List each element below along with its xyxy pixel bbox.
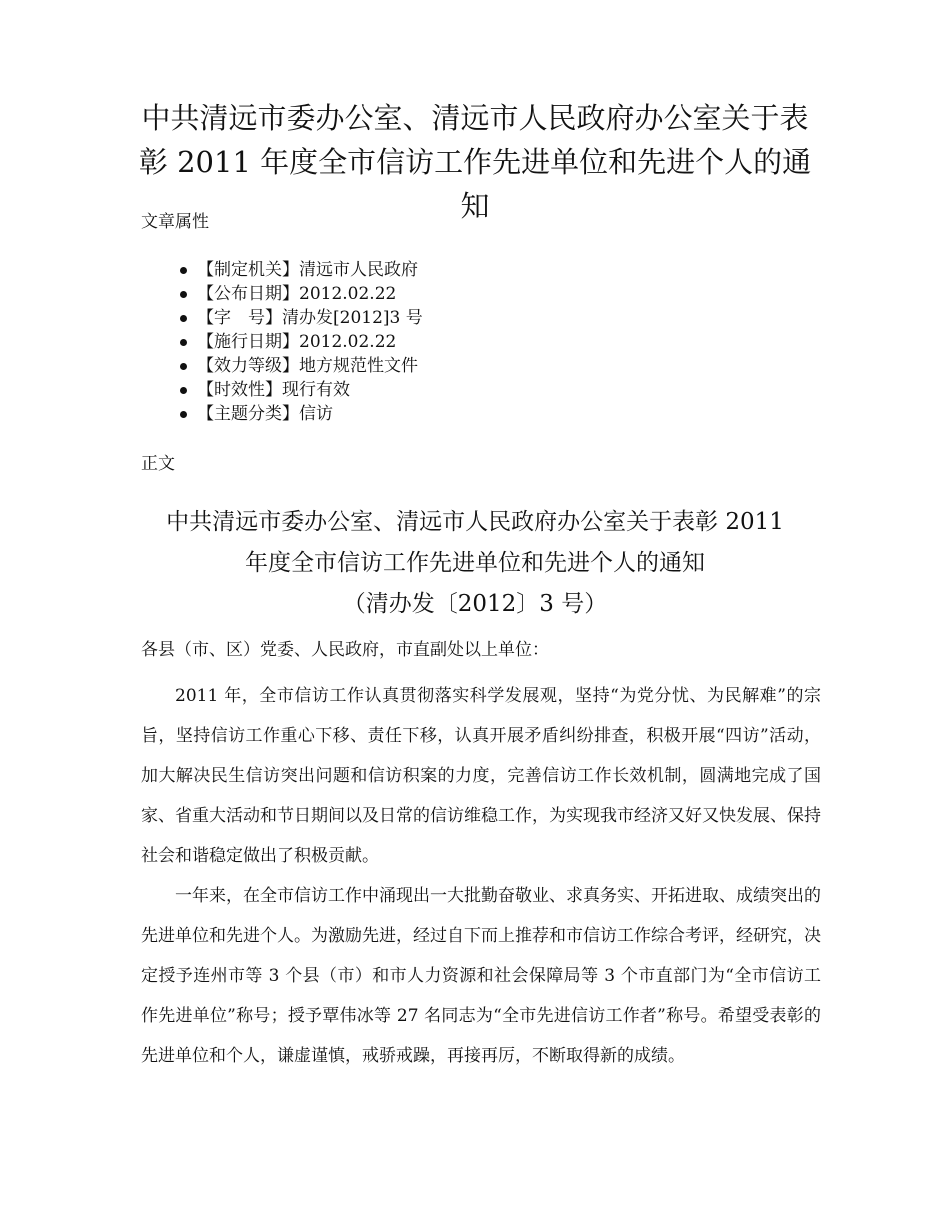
properties-list (180, 258, 423, 426)
property-item-legal-level: 【效力等级】地方规范性文件 (180, 354, 423, 378)
body-paragraph: 一年来，在全市信访工作中涌现出一大批勤奋敬业、求真务实、开拓进取、成绩突出的先进单位和先进个人。为激励先进，经过自下而上推荐和市信访工作综合考评，经研究，决定授予连州市等 3 个县（市）和市人力资源和社会保障局等 3 个市直部门为“全市信访工作先进单位”称号；授予覃伟冰等 27 名同志为“全市先进信访工作者”称号。希望受表彰的先进单位和个人，谦虚谨慎，戒骄戒躁，再接再厉，不断取得新的成绩。 (141, 886, 821, 1066)
properties-label: 文章属性 (141, 212, 209, 232)
notice-title-line: 中共清远市委办公室、清远市人民政府办公室关于表彰 2011 (166, 509, 784, 535)
body-label: 正文 (141, 454, 175, 474)
notice-doc-number: （清办发〔2012〕3 号） (342, 591, 608, 617)
property-item-publish-date: 【公布日期】2012.02.22 (180, 282, 423, 306)
bullet-icon (180, 291, 187, 298)
notice-title-line: 年度全市信访工作先进单位和先进个人的通知 (245, 550, 705, 576)
property-item-issuer: 【制定机关】清远市人民政府 (180, 258, 423, 282)
property-item-doc-number: 【字 号】清办发[2012]3 号 (180, 306, 423, 330)
bullet-icon (180, 363, 187, 370)
bullet-icon (180, 411, 187, 418)
bullet-icon (180, 387, 187, 394)
document-title: 中共清远市委办公室、清远市人民政府办公室关于表彰 2011 年度全市信访工作先进单位和先进个人的通知 (138, 101, 812, 223)
bullet-icon (180, 267, 187, 274)
notice-title (130, 502, 820, 625)
bullet-icon (180, 315, 187, 322)
salutation: 各县（市、区）党委、人民政府，市直副处以上单位： (141, 640, 549, 660)
property-item-topic: 【主题分类】信访 (180, 402, 423, 426)
body-paragraph: 2011 年，全市信访工作认真贯彻落实科学发展观，坚持“为党分忧、为民解难”的宗旨，坚持信访工作重心下移、责任下移，认真开展矛盾纠纷排查，积极开展“四访”活动，加大解决民生信访突出问题和信访积案的力度，完善信访工作长效机制，圆满地完成了国家、省重大活动和节日期间以及日常的信访维稳工作，为实现我市经济又好又快发展、保持社会和谐稳定做出了积极贡献。 (141, 686, 821, 866)
bullet-icon (180, 339, 187, 346)
property-item-validity: 【时效性】现行有效 (180, 378, 423, 402)
property-item-effective-date: 【施行日期】2012.02.22 (180, 330, 423, 354)
